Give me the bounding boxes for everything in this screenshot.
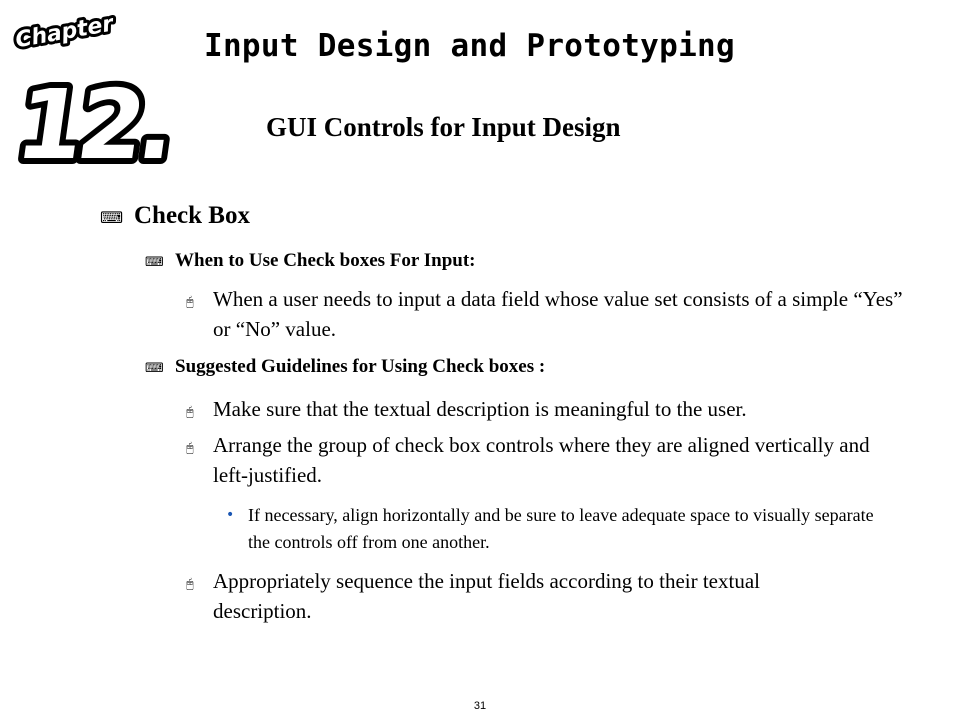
section-heading-when-to-use bbox=[145, 250, 476, 272]
slide-title: Input Design and Prototyping bbox=[204, 28, 735, 64]
section-heading: Suggested Guidelines for Using Check boxes : bbox=[175, 356, 546, 377]
list-item bbox=[186, 566, 826, 626]
list-item bbox=[186, 430, 906, 490]
mouse-icon: 🖰 bbox=[186, 405, 194, 420]
sub-list-item bbox=[226, 502, 886, 556]
chapter-number: 12. bbox=[9, 68, 178, 181]
list-item-text: Make sure that the textual description is meaningful to the user. bbox=[213, 397, 747, 421]
chapter-logo bbox=[9, 8, 178, 181]
sub-list-item-text: If necessary, align horizontally and be sure to leave adequate space to visually separate the controls off from one another. bbox=[248, 505, 874, 552]
keyboard-icon: ⌨ bbox=[145, 361, 164, 376]
section-heading-guidelines bbox=[145, 356, 545, 378]
dot-icon: • bbox=[226, 507, 235, 523]
mouse-icon: 🖰 bbox=[186, 295, 194, 310]
page-number: 31 bbox=[473, 700, 487, 712]
section-heading: When to Use Check boxes For Input: bbox=[175, 250, 476, 271]
mouse-icon: 🖰 bbox=[186, 577, 194, 592]
keyboard-icon: ⌨ bbox=[145, 255, 164, 270]
bullet-check-box bbox=[100, 202, 250, 230]
mouse-icon: 🖰 bbox=[186, 441, 194, 456]
keyboard-icon: ⌨ bbox=[100, 208, 124, 227]
list-item-text: Arrange the group of check box controls where they are aligned vertically and left-justified. bbox=[213, 433, 870, 487]
list-item-text: Appropriately sequence the input fields according to their textual description. bbox=[213, 569, 760, 623]
list-item bbox=[186, 394, 926, 428]
chapter-label: Chapter bbox=[13, 11, 116, 54]
level1-label: Check Box bbox=[134, 202, 250, 229]
slide-subtitle: GUI Controls for Input Design bbox=[266, 112, 621, 142]
list-item-text: When a user needs to input a data field whose value set consists of a simple “Yes” or “No” value. bbox=[213, 287, 903, 341]
list-item bbox=[186, 284, 906, 344]
